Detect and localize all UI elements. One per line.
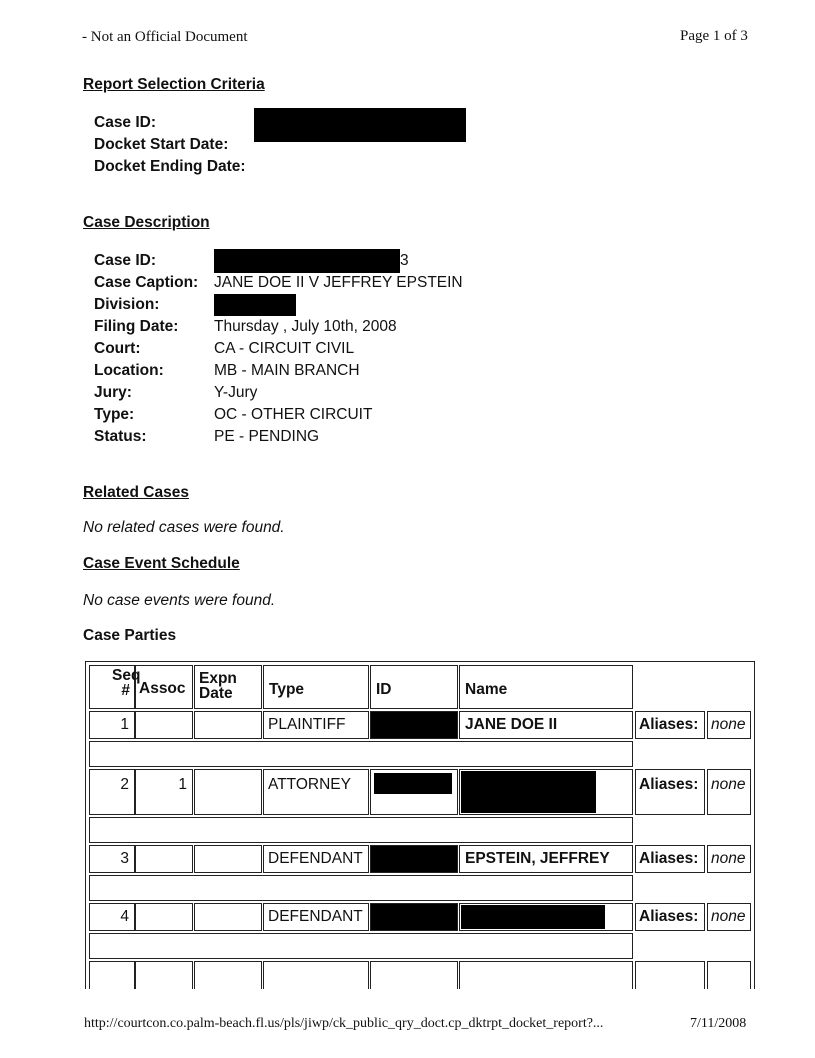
- row4-type: DEFENDANT: [263, 903, 369, 931]
- page-number: Page 1 of 3: [680, 28, 748, 44]
- row2-aliases-value: none: [707, 769, 751, 815]
- row2-expn: [194, 769, 262, 815]
- footer-url: http://courtcon.co.palm-beach.fl.us/pls/jiwp/ck_public_qry_doct.cp_dktrpt_docket_report?...: [84, 1016, 604, 1031]
- division-label: Division:: [94, 296, 160, 313]
- row4-id: [370, 903, 458, 931]
- header-seq: [89, 665, 141, 709]
- criteria-start-label: Docket Start Date:: [94, 136, 229, 153]
- row1-type: PLAINTIFF: [263, 711, 369, 739]
- jury-value: Y-Jury: [214, 384, 258, 401]
- parties-title: Case Parties: [83, 627, 177, 644]
- related-note: No related cases were found.: [83, 519, 285, 536]
- row1-aliases-label: Aliases:: [635, 711, 705, 739]
- jury-label: Jury:: [94, 384, 132, 401]
- case-id-label: Case ID:: [94, 252, 157, 269]
- description-title: Case Description: [83, 214, 210, 231]
- row4-aliases-label: Aliases:: [635, 903, 705, 931]
- row3-aliases-value: none: [707, 845, 751, 873]
- location-label: Location:: [94, 362, 164, 379]
- header-expn: [194, 665, 262, 709]
- row3-assoc: [135, 845, 193, 873]
- row2-type: ATTORNEY: [263, 769, 369, 815]
- redaction-box: [461, 771, 596, 813]
- header-id: ID: [370, 665, 458, 709]
- row1-spacer: [89, 741, 633, 767]
- row3-name: EPSTEIN, JEFFREY: [459, 845, 633, 873]
- row3-type: DEFENDANT: [263, 845, 369, 873]
- row2-assoc: 1: [135, 769, 193, 815]
- row2-seq: 2: [89, 769, 135, 815]
- case-caption-value: JANE DOE II V JEFFREY EPSTEIN: [214, 274, 463, 291]
- events-title: Case Event Schedule: [83, 555, 240, 572]
- court-label: Court:: [94, 340, 141, 357]
- redaction-box: [371, 712, 457, 738]
- row2-spacer: [89, 817, 633, 843]
- row1-name: JANE DOE II: [459, 711, 633, 739]
- status-label: Status:: [94, 428, 147, 445]
- redaction-box: [254, 108, 466, 142]
- parties-table: [85, 661, 755, 989]
- header-type: Type: [263, 665, 369, 709]
- row3-aliases-label: Aliases:: [635, 845, 705, 873]
- row3-expn: [194, 845, 262, 873]
- row1-assoc: [135, 711, 193, 739]
- redaction-box: [371, 904, 457, 930]
- row1-aliases-value: none: [707, 711, 751, 739]
- row2-aliases-label: Aliases:: [635, 769, 705, 815]
- row5-seq: [89, 961, 135, 989]
- row3-seq: 3: [89, 845, 135, 873]
- row3-spacer: [89, 875, 633, 901]
- row5-id: [370, 961, 458, 989]
- row5-aliases-value: [707, 961, 751, 989]
- related-title: Related Cases: [83, 484, 189, 501]
- redaction-box: [214, 294, 296, 316]
- watermark-text: - Not an Official Document: [82, 29, 248, 45]
- criteria-case-id-label: Case ID:: [94, 114, 157, 131]
- redaction-box: [371, 846, 457, 872]
- filing-date-label: Filing Date:: [94, 318, 179, 335]
- row5-expn: [194, 961, 262, 989]
- header-expn-text: Expn Date: [199, 670, 237, 702]
- type-label: Type:: [94, 406, 135, 423]
- row4-aliases-value: none: [707, 903, 751, 931]
- filing-date-value: Thursday , July 10th, 2008: [214, 318, 397, 335]
- row4-seq: 4: [89, 903, 135, 931]
- header-name: Name: [459, 665, 633, 709]
- header-seq-text: Seq #: [112, 667, 141, 699]
- type-value: OC - OTHER CIRCUIT: [214, 406, 373, 423]
- row2-id: [370, 769, 458, 815]
- row1-expn: [194, 711, 262, 739]
- status-value: PE - PENDING: [214, 428, 320, 445]
- row5-name: [459, 961, 633, 989]
- redaction-box: [374, 773, 452, 794]
- row5-assoc: [135, 961, 193, 989]
- row5-aliases-label: [635, 961, 705, 989]
- row4-spacer: [89, 933, 633, 959]
- case-id-tail: 3: [400, 252, 409, 269]
- row1-seq: 1: [89, 711, 135, 739]
- redaction-box: [461, 905, 605, 929]
- row5-type: [263, 961, 369, 989]
- location-value: MB - MAIN BRANCH: [214, 362, 360, 379]
- row1-id: [370, 711, 458, 739]
- footer-date: 7/11/2008: [690, 1016, 747, 1031]
- row3-id: [370, 845, 458, 873]
- events-note: No case events were found.: [83, 592, 276, 609]
- row4-assoc: [135, 903, 193, 931]
- criteria-title: Report Selection Criteria: [83, 76, 265, 93]
- court-value: CA - CIRCUIT CIVIL: [214, 340, 355, 357]
- case-caption-label: Case Caption:: [94, 274, 199, 291]
- criteria-end-label: Docket Ending Date:: [94, 158, 246, 175]
- row4-expn: [194, 903, 262, 931]
- header-assoc: Assoc: [135, 665, 193, 709]
- redaction-box: [214, 249, 400, 273]
